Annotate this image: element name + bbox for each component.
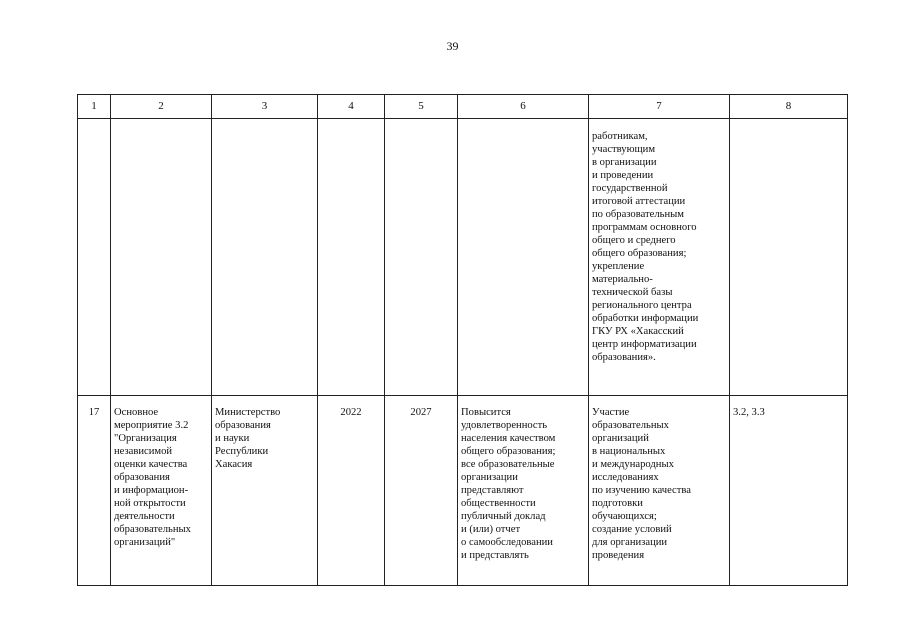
cell-text-line: представляют	[461, 485, 524, 496]
continuation-cell-end-year	[385, 119, 458, 396]
cell-text-line: регионального центра	[592, 300, 692, 311]
cell-text-line: материально-	[592, 274, 653, 285]
column-header-2: 2	[111, 95, 212, 119]
cell-text-line: организаций"	[114, 537, 176, 548]
cell-text-line: независимой	[114, 446, 173, 457]
cell-text-line: Повысится	[461, 407, 511, 418]
cell-text-line: и науки	[215, 433, 250, 444]
cell-text-line: Республики	[215, 446, 269, 457]
program-activities-table	[77, 94, 848, 586]
cell-text-line: государственной	[592, 183, 668, 194]
cell-text-line: программам основного	[592, 222, 697, 233]
column-header-1: 1	[78, 95, 111, 119]
cell-text-line: общего образования;	[461, 446, 556, 457]
cell-text-line: "Организация	[114, 433, 177, 444]
cell-text-line: организации	[461, 472, 518, 483]
cell-text-line: ной открытости	[114, 498, 186, 509]
cell-text-line: удовлетворенность	[461, 420, 548, 431]
table-row-17	[78, 396, 848, 586]
cell-text-line: по образовательным	[592, 209, 684, 220]
cell-text-line: подготовки	[592, 498, 643, 509]
continuation-cell-indicators	[730, 119, 848, 396]
cell-text-line: итоговой аттестации	[592, 196, 686, 207]
cell-text-line: создание условий	[592, 524, 672, 535]
column-header-8: 8	[730, 95, 848, 119]
column-header-3: 3	[212, 95, 318, 119]
cell-text-line: общего и среднего	[592, 235, 676, 246]
cell-text-line: Хакасия	[215, 459, 253, 470]
cell-text-line: и представлять	[461, 550, 529, 561]
cell-text-line: участвующим	[592, 144, 656, 155]
cell-text-line: населения качеством	[461, 433, 556, 444]
cell-text-line: Участие	[592, 407, 630, 418]
column-header-5: 5	[385, 95, 458, 119]
column-header-6: 6	[458, 95, 589, 119]
end-year-cell: 2027	[385, 396, 458, 586]
executor-cell	[212, 396, 318, 586]
cell-text-line: исследованиях	[592, 472, 659, 483]
continuation-cell-executor	[212, 119, 318, 396]
cell-text-line: центр информатизации	[592, 339, 697, 350]
cell-text-line: укрепление	[592, 261, 645, 272]
cell-text-line: образования».	[592, 352, 656, 363]
cell-text-line: технической базы	[592, 287, 673, 298]
cell-text-line: образовательных	[592, 420, 669, 431]
cell-text-line: и информацион-	[114, 485, 189, 496]
continuation-cell-activity	[111, 119, 212, 396]
cell-text-line: Министерство	[215, 407, 281, 418]
continuation-cell-start-year	[318, 119, 385, 396]
cell-text-line: Основное	[114, 407, 159, 418]
page-number: 39	[446, 39, 459, 53]
cell-text-line: проведения	[592, 550, 645, 561]
cell-text-line: по изучению качества	[592, 485, 691, 496]
indicators-cell: 3.2, 3.3	[730, 396, 848, 586]
cell-text-line: оценки качества	[114, 459, 188, 470]
continuation-cell-main-directions	[589, 119, 730, 396]
continuation-cell-number	[78, 119, 111, 396]
cell-text-line: образования	[215, 420, 271, 431]
table-row-continuation	[78, 119, 848, 396]
column-header-7: 7	[589, 95, 730, 119]
activity-name-cell	[111, 396, 212, 586]
cell-text-line: в организации	[592, 157, 657, 168]
cell-text-line: деятельности	[114, 511, 175, 522]
cell-text-line: образовательных	[114, 524, 191, 535]
column-number-header-row	[78, 95, 848, 119]
cell-text-line: для организации	[592, 537, 668, 548]
cell-text-line: ГКУ РХ «Хакасский	[592, 326, 684, 337]
cell-text-line: о самообследовании	[461, 537, 553, 548]
continuation-cell-expected-result	[458, 119, 589, 396]
cell-text-line: публичный доклад	[461, 511, 546, 522]
column-header-4: 4	[318, 95, 385, 119]
start-year-cell: 2022	[318, 396, 385, 586]
cell-text-line: все образовательные	[461, 459, 555, 470]
expected-result-cell	[458, 396, 589, 586]
cell-text-line: и проведении	[592, 170, 654, 181]
cell-text-line: и международных	[592, 459, 674, 470]
cell-text-line: обработки информации	[592, 313, 699, 324]
cell-text-line: обучающихся;	[592, 511, 657, 522]
cell-text-line: образования	[114, 472, 170, 483]
cell-text-line: общественности	[461, 498, 536, 509]
cell-text-line: организаций	[592, 433, 649, 444]
cell-text-line: общего образования;	[592, 248, 687, 259]
main-directions-cell	[589, 396, 730, 586]
cell-text-line: мероприятие 3.2	[114, 420, 189, 431]
row-number: 17	[78, 396, 111, 586]
cell-text-line: и (или) отчет	[461, 524, 521, 535]
cell-text-line: работникам,	[592, 131, 648, 142]
cell-text-line: в национальных	[592, 446, 666, 457]
